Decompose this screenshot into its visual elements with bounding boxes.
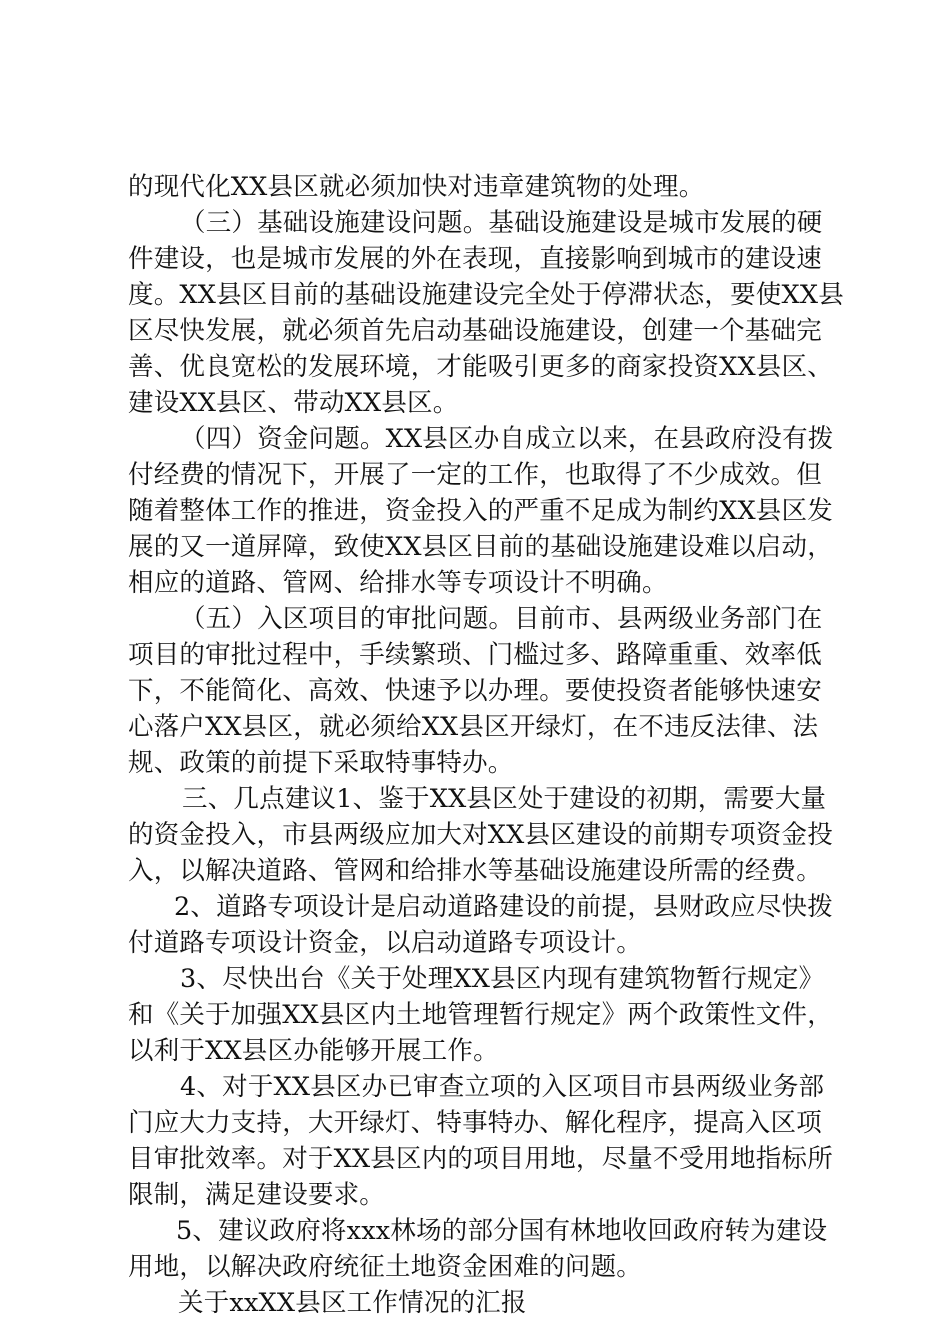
text-line: 付经费的情况下，开展了一定的工作，也取得了不少成效。但 — [128, 460, 822, 490]
text-line: 度。XX县区目前的基础设施建设完全处于停滞状态，要使XX县 — [128, 280, 844, 310]
text-line: 区尽快发展，就必须首先启动基础设施建设，创建一个基础完 — [128, 316, 822, 346]
text-line: 和《关于加强XX县区内土地管理暂行规定》两个政策性文件， — [128, 1000, 833, 1030]
text-line: 限制，满足建设要求。 — [128, 1180, 386, 1210]
text-line: 5、建议政府将xxx林场的部分国有林地收回政府转为建设 — [176, 1216, 828, 1246]
text-line: 付道路专项设计资金，以启动道路专项设计。 — [128, 928, 643, 958]
text-line: 以利于XX县区办能够开展工作。 — [128, 1036, 499, 1066]
text-line: 的资金投入，市县两级应加大对XX县区建设的前期专项资金投 — [128, 820, 833, 850]
text-line: 心落户XX县区，就必须给XX县区开绿灯，在不违反法律、法 — [128, 712, 819, 742]
text-line: 2、道路专项设计是启动道路建设的前提，县财政应尽快拨 — [174, 892, 833, 922]
text-line: 目审批效率。对于XX县区内的项目用地，尽量不受用地指标所 — [128, 1144, 833, 1174]
text-line: 入，以解决道路、管网和给排水等基础设施建设所需的经费。 — [128, 856, 822, 886]
text-line: 门应大力支持，大开绿灯、特事特办、解化程序，提高入区项 — [128, 1108, 822, 1138]
text-line: 建设XX县区、带动XX县区。 — [128, 388, 459, 418]
text-line: 下，不能简化、高效、快速予以办理。要使投资者能够快速安 — [128, 676, 822, 706]
text-line: 用地，以解决政府统征土地资金困难的问题。 — [128, 1252, 643, 1282]
text-line: 相应的道路、管网、给排水等专项设计不明确。 — [128, 568, 668, 598]
text-line: 规、政策的前提下采取特事特办。 — [128, 748, 514, 778]
text-line: 件建设，也是城市发展的外在表现，直接影响到城市的建设速 — [128, 244, 822, 274]
text-line: 三、几点建议1、鉴于XX县区处于建设的初期，需要大量 — [182, 784, 827, 814]
text-line: 4、对于XX县区办已审查立项的入区项目市县两级业务部 — [180, 1072, 825, 1102]
text-line: （四）资金问题。XX县区办自成立以来，在县政府没有拨 — [180, 424, 834, 454]
text-line: 随着整体工作的推进，资金投入的严重不足成为制约XX县区发 — [128, 496, 833, 526]
text-line: （五）入区项目的审批问题。目前市、县两级业务部门在 — [180, 604, 823, 634]
text-line: （三）基础设施建设问题。基础设施建设是城市发展的硬 — [180, 208, 823, 238]
text-line: 展的又一道屏障，致使XX县区目前的基础设施建设难以启动， — [128, 532, 833, 562]
text-line: 的现代化XX县区就必须加快对违章建筑物的处理。 — [128, 172, 705, 202]
text-line: 关于xxXX县区工作情况的汇报 — [178, 1288, 527, 1318]
text-line: 项目的审批过程中，手续繁琐、门槛过多、路障重重、效率低 — [128, 640, 822, 670]
text-line: 3、尽快出台《关于处理XX县区内现有建筑物暂行规定》 — [180, 964, 825, 994]
text-line: 善、优良宽松的发展环境，才能吸引更多的商家投资XX县区、 — [128, 352, 833, 382]
